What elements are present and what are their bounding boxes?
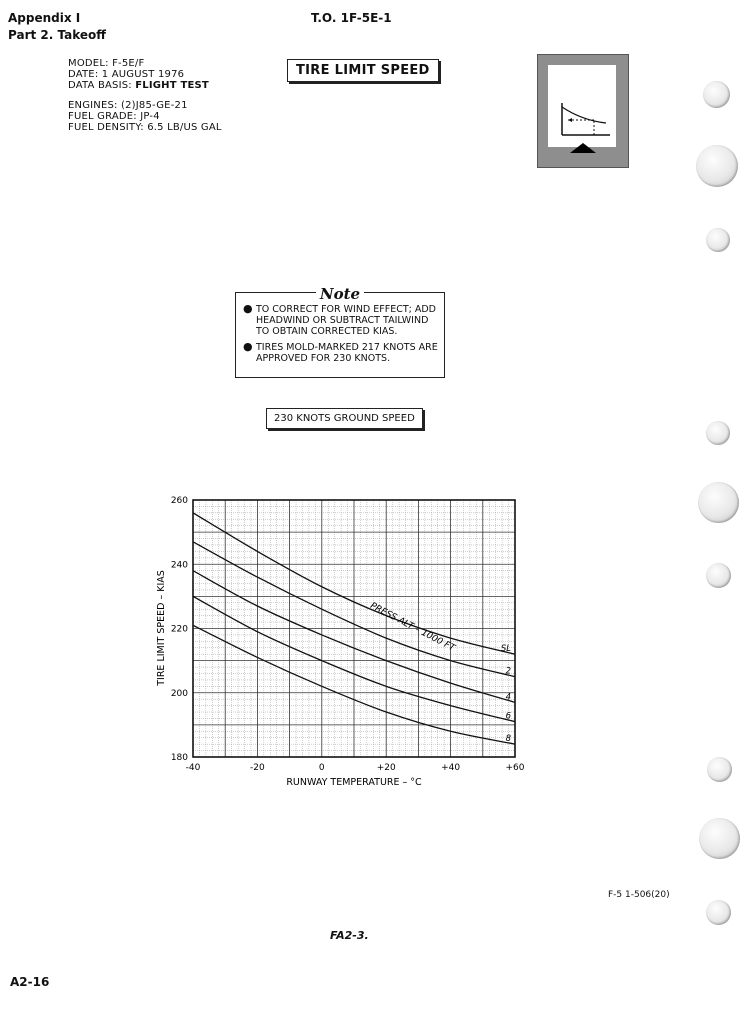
spec-date-value: 1 AUGUST 1976 xyxy=(101,69,185,80)
binder-hole xyxy=(698,482,739,523)
tire-limit-chart xyxy=(140,490,540,800)
thumbnail-arrow-icon xyxy=(568,143,598,155)
spec-date xyxy=(68,69,222,80)
part-label: Part 2. Takeoff xyxy=(8,28,106,42)
thumbnail-graph-icon xyxy=(548,65,616,147)
chart-title: TIRE LIMIT SPEED xyxy=(296,63,430,78)
spec-fuel-density-value: 6.5 LB/US GAL xyxy=(147,122,222,133)
x-tick-label: +40 xyxy=(441,763,461,773)
document-number: T.O. 1F-5E-1 xyxy=(311,11,392,25)
spec-block xyxy=(68,58,222,133)
spec-engines-value: (2)J85-GE-21 xyxy=(121,100,188,111)
binder-hole xyxy=(706,563,731,588)
spec-fuel-density xyxy=(68,122,222,133)
binder-hole xyxy=(696,145,738,187)
note-item: ● TO CORRECT FOR WIND EFFECT; ADD HEADWIND OR SUBTRACT TAILWIND TO OBTAIN CORRECTED KIAS. xyxy=(243,304,439,337)
note-heading: Note xyxy=(316,285,364,303)
series-labels xyxy=(501,644,512,744)
series-label: 6 xyxy=(505,711,511,722)
chart-title-box xyxy=(287,59,439,82)
x-axis-label: RUNWAY TEMPERATURE – °C xyxy=(286,777,422,788)
spec-fuel-density-label: FUEL DENSITY: xyxy=(68,122,144,133)
spec-basis xyxy=(68,80,222,91)
x-tick-label: +20 xyxy=(376,763,396,773)
spec-fuel-grade xyxy=(68,111,222,122)
binder-hole xyxy=(699,818,740,859)
y-axis-label: TIRE LIMIT SPEED – KIAS xyxy=(156,570,167,686)
x-tick-label: +60 xyxy=(505,763,525,773)
binder-hole xyxy=(706,421,730,445)
y-tick-label: 200 xyxy=(170,688,188,699)
page-number: A2-16 xyxy=(10,975,50,989)
curve-family-label: PRESS ALT – 1000 FT xyxy=(368,601,457,654)
note-list xyxy=(243,304,439,369)
spec-engines-label: ENGINES: xyxy=(68,100,118,111)
figure-code: F-5 1-506(20) xyxy=(608,890,670,900)
spec-fuel-grade-label: FUEL GRADE: xyxy=(68,111,137,122)
series-label: 4 xyxy=(505,692,511,703)
series-label: 8 xyxy=(505,734,511,745)
binder-hole xyxy=(707,757,732,782)
binder-hole xyxy=(703,81,730,108)
spec-basis-value: FLIGHT TEST xyxy=(135,80,209,91)
appendix-label: Appendix I xyxy=(8,11,81,25)
x-tick-label: 0 xyxy=(318,763,325,773)
x-tick-label: -20 xyxy=(250,763,265,773)
x-tick-labels xyxy=(186,763,525,773)
spec-date-label: DATE: xyxy=(68,69,99,80)
spec-model-label: MODEL: xyxy=(68,58,109,69)
condition-box xyxy=(266,408,423,429)
y-tick-label: 240 xyxy=(170,560,188,571)
condition-label: 230 KNOTS GROUND SPEED xyxy=(274,413,415,424)
note-item: ● TIRES MOLD-MARKED 217 KNOTS ARE APPROVED FOR 230 KNOTS. xyxy=(243,342,439,364)
spec-fuel-grade-value: JP-4 xyxy=(140,111,160,122)
y-tick-label: 260 xyxy=(170,496,188,506)
y-tick-label: 220 xyxy=(170,624,188,635)
figure-label: FA2-3. xyxy=(330,929,369,942)
binder-hole xyxy=(706,900,731,925)
x-tick-label: -40 xyxy=(185,763,201,773)
series-label: SL xyxy=(500,644,511,655)
thumbnail-panel xyxy=(548,65,616,147)
spec-basis-label: DATA BASIS: xyxy=(68,80,132,91)
spec-model xyxy=(68,58,222,69)
y-tick-labels xyxy=(171,496,188,763)
spec-model-value: F-5E/F xyxy=(112,58,145,69)
chart-thumbnail-icon xyxy=(537,54,629,168)
spec-engines xyxy=(68,100,222,111)
series-label: 2 xyxy=(505,666,511,677)
y-tick-label: 180 xyxy=(170,753,188,763)
note-box xyxy=(235,285,445,378)
binder-hole xyxy=(706,228,730,252)
note-heading-wrap xyxy=(236,284,444,303)
